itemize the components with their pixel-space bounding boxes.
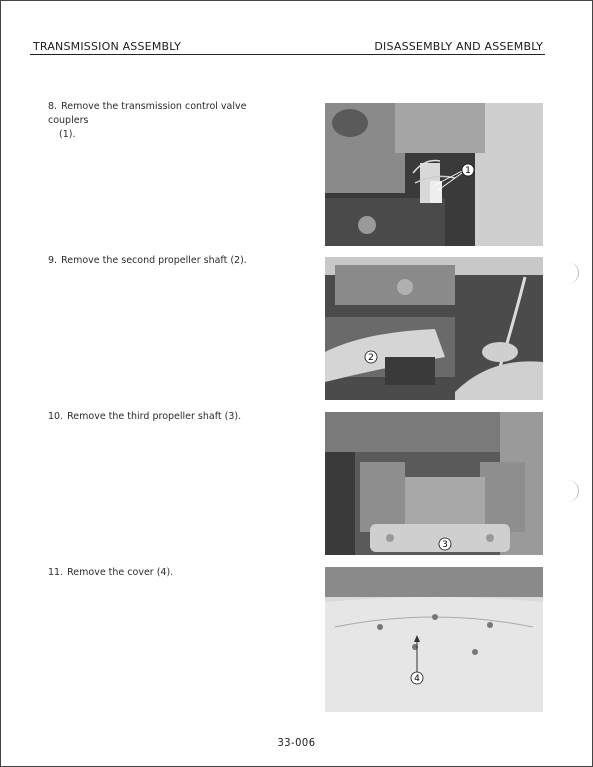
step-number: 9. bbox=[48, 255, 58, 266]
photo-third-propeller-shaft bbox=[325, 412, 543, 555]
photo-second-propeller-shaft bbox=[325, 257, 543, 400]
header-divider bbox=[30, 54, 545, 55]
callout-4: 4 bbox=[414, 674, 420, 684]
step-text: Remove the transmission control valve couplers bbox=[48, 101, 247, 126]
step-text: Remove the third propeller shaft (3). bbox=[67, 411, 242, 422]
step-text: Remove the cover (4). bbox=[67, 567, 174, 578]
photo-cover bbox=[325, 567, 543, 712]
photo-control-valve-couplers bbox=[325, 103, 543, 246]
chapter-title: DISASSEMBLY AND ASSEMBLY bbox=[374, 40, 543, 53]
callout-1: 1 bbox=[465, 166, 471, 176]
step-text-continuation: (1). bbox=[59, 129, 76, 140]
step-number: 11. bbox=[48, 567, 64, 578]
step-10 bbox=[48, 410, 288, 424]
step-11 bbox=[48, 566, 288, 580]
callout-2: 2 bbox=[368, 353, 374, 363]
step-8 bbox=[48, 100, 288, 142]
step-number: 10. bbox=[48, 411, 64, 422]
page-number: 33-006 bbox=[277, 736, 316, 749]
section-title: TRANSMISSION ASSEMBLY bbox=[33, 40, 182, 53]
callout-3: 3 bbox=[442, 540, 448, 550]
step-text: Remove the second propeller shaft (2). bbox=[61, 255, 247, 266]
step-9 bbox=[48, 254, 288, 268]
step-number: 8. bbox=[48, 101, 58, 112]
